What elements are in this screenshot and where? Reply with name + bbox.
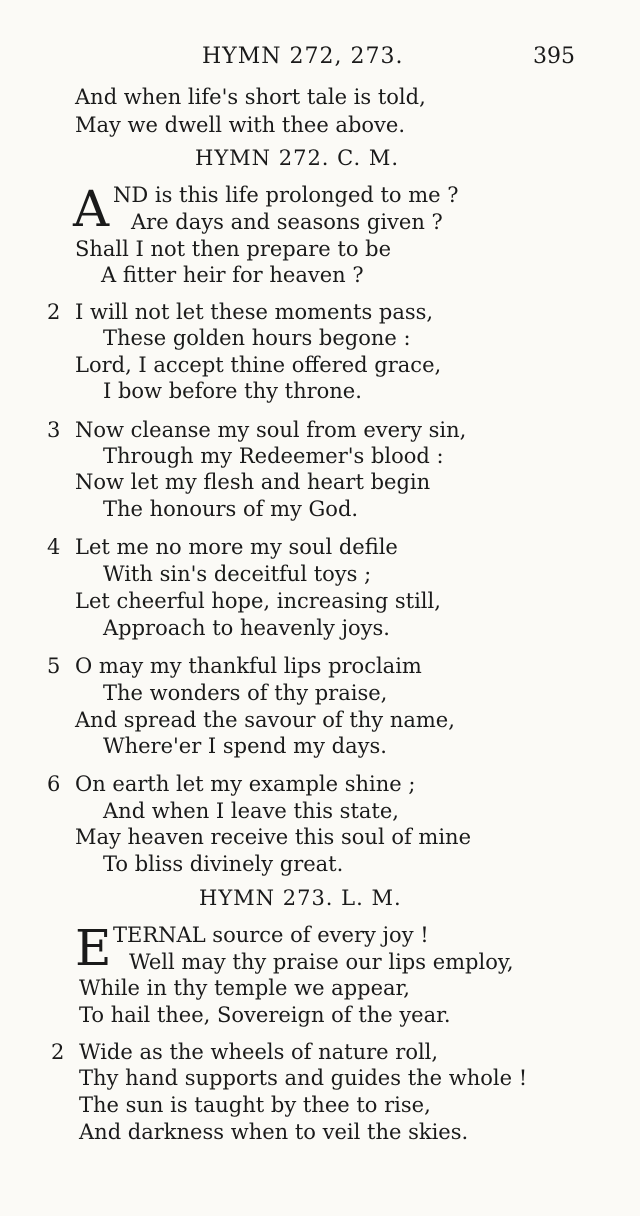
verse-number: 2	[51, 1040, 65, 1064]
hymn-heading: HYMN 272. C. M.	[195, 146, 400, 170]
prev-hymn-line: May we dwell with thee above.	[75, 113, 405, 137]
verse-line: Where'er I spend my days.	[103, 734, 387, 758]
verse-number: 4	[47, 535, 61, 559]
verse-line: Now let my flesh and heart begin	[75, 470, 431, 494]
verse-line: O may my thankful lips proclaim	[75, 654, 422, 678]
verse-line: A fitter heir for heaven ?	[101, 263, 364, 287]
verse-line: To bliss divinely great.	[103, 852, 344, 876]
hymn-heading: HYMN 273. L. M.	[199, 886, 402, 910]
drop-cap: A	[73, 180, 110, 238]
verse-number: 2	[47, 300, 61, 324]
verse-line: With sin's deceitful toys ;	[103, 562, 372, 586]
verse-line: Thy hand supports and guides the whole !	[79, 1066, 528, 1090]
running-header	[0, 44, 640, 74]
prev-hymn-line: And when life's short tale is told,	[75, 85, 426, 109]
verse-line: Approach to heavenly joys.	[103, 616, 390, 640]
drop-cap: E	[75, 919, 112, 977]
verse-line: I bow before thy throne.	[103, 379, 362, 403]
verse-line: Are days and seasons given ?	[131, 210, 443, 234]
verse-line: Shall I not then prepare to be	[75, 237, 392, 261]
verse-line: The sun is taught by thee to rise,	[79, 1093, 431, 1117]
verse-line: And darkness when to veil the skies.	[79, 1120, 469, 1144]
page-number: 395	[533, 44, 575, 69]
verse-line: ND is this life prolonged to me ?	[113, 183, 459, 207]
verse-number: 6	[47, 772, 61, 796]
verse-number: 3	[47, 418, 61, 442]
verse-line: While in thy temple we appear,	[79, 976, 410, 1000]
verse-line: Let cheerful hope, increasing still,	[75, 589, 441, 613]
verse-line: The honours of my God.	[103, 497, 359, 521]
verse-line: These golden hours begone :	[103, 326, 411, 350]
verse-line: Through my Redeemer's blood :	[103, 444, 444, 468]
verse-line: And when I leave this state,	[103, 799, 399, 823]
verse-line: To hail thee, Sovereign of the year.	[79, 1003, 451, 1027]
verse-line: Let me no more my soul defile	[75, 535, 398, 559]
verse-number: 5	[47, 654, 61, 678]
verse-line: Lord, I accept thine offered grace,	[75, 353, 442, 377]
verse-line: Wide as the wheels of nature roll,	[79, 1040, 439, 1064]
verse-line: On earth let my example shine ;	[75, 772, 416, 796]
verse-line: And spread the savour of thy name,	[75, 708, 455, 732]
verse-line: Now cleanse my soul from every sin,	[75, 418, 467, 442]
verse-line: The wonders of thy praise,	[103, 681, 388, 705]
verse-line: Well may thy praise our lips employ,	[129, 950, 514, 974]
verse-line: TERNAL source of every joy !	[113, 923, 429, 947]
running-title: HYMN 272, 273.	[202, 44, 404, 69]
verse-line: May heaven receive this soul of mine	[75, 825, 472, 849]
verse-line: I will not let these moments pass,	[75, 300, 434, 324]
